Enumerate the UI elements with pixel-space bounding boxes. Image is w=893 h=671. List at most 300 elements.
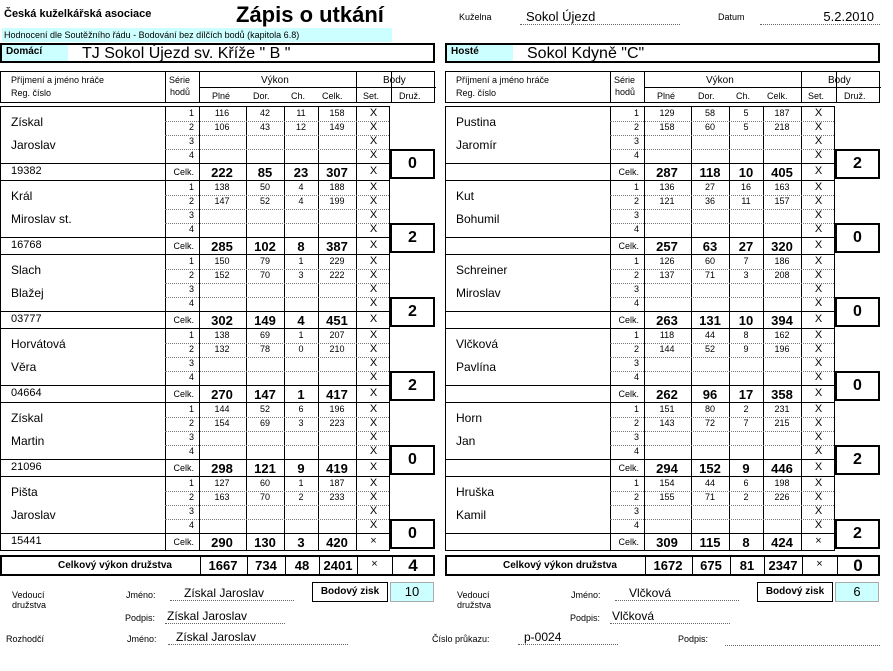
serie-value: 154	[659, 478, 675, 488]
player-total-value: 285	[211, 239, 233, 254]
serie-label: 4	[188, 520, 194, 530]
set-mark-celk: X	[369, 387, 378, 399]
player-total-value: 417	[326, 387, 348, 402]
serie-label-celk: Celk.	[173, 315, 194, 325]
serie-value: 0	[298, 344, 304, 354]
player-total-value: 309	[656, 535, 678, 550]
home-team-label: Domácí	[2, 45, 68, 61]
set-mark: X	[369, 343, 378, 355]
serie-value: 150	[214, 256, 230, 266]
serie-value: 154	[214, 418, 230, 428]
header-vline	[644, 72, 645, 102]
serie-value: 106	[214, 122, 230, 132]
set-mark-celk: X	[814, 165, 823, 177]
set-mark-celk: X	[369, 313, 378, 325]
player-firstname: Miroslav	[456, 286, 501, 300]
col-serie-header-2: hodů	[170, 87, 191, 97]
serie-label: 1	[633, 330, 639, 340]
team-total-set: ×	[816, 558, 823, 570]
player-total-value: 290	[211, 535, 233, 550]
serie-label: 2	[188, 492, 194, 502]
serie-value: 127	[214, 478, 230, 488]
serie-value: 196	[329, 404, 345, 414]
grid-vline	[199, 107, 200, 180]
serie-value: 233	[329, 492, 345, 502]
player-firstname: Jaromír	[456, 138, 497, 152]
player-total-value: 424	[771, 535, 793, 550]
set-mark: X	[369, 491, 378, 503]
serie-value: 69	[259, 330, 270, 340]
set-mark-celk: X	[814, 313, 823, 325]
set-mark: X	[814, 403, 823, 415]
col-name-header: Příjmení a jméno hráče	[456, 75, 550, 85]
grid-celk-line	[446, 163, 834, 164]
player-total-value: 10	[738, 165, 754, 180]
grid-hline	[165, 297, 389, 298]
header-vline	[356, 72, 357, 102]
serie-label: 3	[633, 210, 639, 220]
serie-value: 11	[741, 196, 751, 206]
serie-label: 3	[188, 506, 194, 516]
serie-value: 152	[214, 270, 230, 280]
serie-value: 136	[659, 182, 675, 192]
serie-value: 222	[329, 270, 345, 280]
home-player-points: 2	[390, 223, 435, 253]
set-mark-celk: X	[369, 461, 378, 473]
set-mark: X	[369, 255, 378, 267]
home-player-4	[0, 402, 390, 477]
player-total-value: 294	[656, 461, 678, 476]
leader-label: Vedoucí družstva	[457, 590, 492, 610]
org-name: Česká kuželkářská asociace	[4, 8, 152, 20]
col-plne-header: Plné	[212, 91, 231, 101]
set-mark: X	[814, 357, 823, 369]
serie-label: 3	[188, 432, 194, 442]
player-surname: Hruška	[456, 485, 495, 499]
serie-label: 3	[633, 432, 639, 442]
col-serie-header: Série	[169, 75, 191, 85]
leader-name: Získal Jaroslav	[170, 586, 294, 601]
set-mark-celk: X	[814, 461, 823, 473]
grid-vline	[199, 255, 200, 328]
serie-value: 1	[298, 330, 304, 340]
serie-label-celk: Celk.	[618, 537, 639, 547]
serie-value: 162	[774, 330, 790, 340]
team-total-value: 81	[739, 558, 755, 573]
player-total-value: 287	[656, 165, 678, 180]
serie-label-celk: Celk.	[618, 241, 639, 251]
player-total-value: 1	[297, 387, 305, 402]
grid-celk-line	[446, 237, 834, 238]
player-total-value: 131	[699, 313, 721, 328]
player-total-value: 451	[326, 313, 348, 328]
player-total-value: 307	[326, 165, 348, 180]
player-total-value: 298	[211, 461, 233, 476]
set-mark: X	[814, 519, 823, 531]
grid-celk-line	[446, 459, 834, 460]
col-vykon-header: Výkon	[706, 75, 734, 86]
serie-label: 4	[633, 446, 639, 456]
serie-value: 12	[295, 122, 306, 132]
player-total-value: 3	[297, 535, 305, 550]
col-dor-header: Dor.	[698, 91, 715, 101]
serie-value: 2	[743, 404, 749, 414]
serie-label: 1	[188, 256, 194, 266]
col-reg-header: Reg. číslo	[11, 88, 52, 98]
serie-label-celk: Celk.	[618, 315, 639, 325]
serie-value: 158	[659, 122, 675, 132]
away-player-points: 0	[835, 297, 880, 327]
team-total-label: Celkový výkon družstva	[503, 560, 617, 571]
col-serie-header-2: hodů	[615, 87, 636, 97]
player-total-value: 270	[211, 387, 233, 402]
player-firstname: Věra	[11, 360, 37, 374]
away-team-label: Hosté	[447, 45, 513, 61]
serie-value: 5	[743, 108, 749, 118]
serie-label: 3	[188, 210, 194, 220]
set-mark: X	[369, 477, 378, 489]
grid-hline	[165, 371, 389, 372]
serie-value: 143	[659, 418, 675, 428]
serie-value: 7	[743, 256, 749, 266]
serie-value: 70	[259, 270, 270, 280]
away-player-points: 0	[835, 371, 880, 401]
serie-label: 4	[188, 372, 194, 382]
card-number: p-0024	[518, 630, 618, 645]
set-mark: X	[369, 519, 378, 531]
set-mark-celk: ×	[370, 535, 377, 547]
serie-value: 2	[298, 492, 304, 502]
player-total-value: 118	[699, 165, 721, 180]
serie-label: 2	[633, 344, 639, 354]
grid-celk-line	[1, 237, 389, 238]
player-total-value: 387	[326, 239, 348, 254]
set-mark-celk: X	[814, 239, 823, 251]
referee-name-label: Jméno:	[127, 634, 157, 644]
player-surname: Slach	[11, 263, 42, 277]
serie-value: 16	[740, 182, 751, 192]
away-player-1	[445, 180, 835, 255]
serie-value: 79	[259, 256, 270, 266]
serie-label: 3	[633, 506, 639, 516]
away-player-3	[445, 328, 835, 403]
player-total-value: 149	[254, 313, 276, 328]
grid-hline	[610, 445, 834, 446]
leader-name: Vlčková	[615, 586, 739, 601]
team-total-value: 1667	[208, 558, 238, 573]
header-vline	[165, 72, 166, 102]
serie-label-celk: Celk.	[173, 463, 194, 473]
grid-vline	[199, 181, 200, 254]
player-total-value: 152	[699, 461, 721, 476]
serie-value: 207	[329, 330, 345, 340]
serie-label: 4	[188, 224, 194, 234]
player-total-value: 405	[771, 165, 793, 180]
player-surname: Král	[11, 189, 33, 203]
col-vykon-header: Výkon	[261, 75, 289, 86]
team-total-value: 1672	[653, 558, 683, 573]
serie-value: 4	[298, 182, 304, 192]
serie-value: 3	[298, 270, 304, 280]
set-mark: X	[369, 357, 378, 369]
player-firstname: Miroslav st.	[11, 212, 72, 226]
grid-hline	[610, 135, 834, 136]
team-total-value: 734	[255, 558, 277, 573]
serie-label-celk: Celk.	[173, 241, 194, 251]
home-name-bar	[0, 43, 435, 63]
set-mark-celk: X	[369, 239, 378, 251]
serie-label-celk: Celk.	[618, 389, 639, 399]
serie-label-celk: Celk.	[173, 389, 194, 399]
col-body-header: Body	[828, 75, 851, 86]
serie-value: 187	[329, 478, 345, 488]
set-mark-celk: X	[369, 165, 378, 177]
serie-value: 9	[743, 344, 749, 354]
serie-value: 151	[659, 404, 675, 414]
player-total-value: 4	[297, 313, 305, 328]
col-set-header: Set.	[363, 91, 380, 101]
serie-label: 2	[188, 344, 194, 354]
set-mark: X	[814, 297, 823, 309]
header-vline	[610, 72, 611, 102]
set-mark: X	[814, 255, 823, 267]
home-player-points: 0	[390, 149, 435, 179]
player-reg-number: 19382	[11, 165, 42, 177]
player-firstname: Blažej	[11, 286, 44, 300]
grid-hline	[165, 505, 389, 506]
serie-label: 1	[188, 330, 194, 340]
serie-value: 80	[704, 404, 715, 414]
home-total-bar	[0, 555, 435, 576]
grid-celk-line	[1, 311, 389, 312]
serie-label: 1	[633, 256, 639, 266]
player-total-value: 130	[254, 535, 276, 550]
away-total-bar	[445, 555, 880, 576]
serie-value: 44	[704, 330, 715, 340]
serie-value: 72	[704, 418, 715, 428]
grid-hline	[610, 371, 834, 372]
leader-signature: Vlčková	[610, 609, 730, 624]
grid-hline	[165, 223, 389, 224]
player-total-value: 263	[656, 313, 678, 328]
player-surname: Kut	[456, 189, 475, 203]
serie-value: 52	[259, 404, 270, 414]
set-mark: X	[814, 371, 823, 383]
grid-hline	[165, 209, 389, 210]
serie-value: 50	[259, 182, 270, 192]
home-player-points: 0	[390, 519, 435, 549]
player-surname: Pišta	[11, 485, 38, 499]
serie-value: 2	[743, 492, 749, 502]
grid-hline	[165, 149, 389, 150]
player-reg-number: 15441	[11, 535, 42, 547]
col-serie-header: Série	[614, 75, 636, 85]
away-name-bar	[445, 43, 880, 63]
home-player-points: 2	[390, 297, 435, 327]
serie-value: 215	[774, 418, 790, 428]
set-mark: X	[369, 209, 378, 221]
away-player-points: 2	[835, 149, 880, 179]
player-total-value: 320	[771, 239, 793, 254]
set-mark: X	[369, 135, 378, 147]
player-reg-number: 04664	[11, 387, 42, 399]
col-name-header: Příjmení a jméno hráče	[11, 75, 105, 85]
set-mark: X	[369, 417, 378, 429]
leader-signature: Získal Jaroslav	[165, 609, 285, 624]
player-total-value: 115	[699, 535, 721, 550]
home-player-points: 2	[390, 371, 435, 401]
serie-label: 2	[188, 270, 194, 280]
set-mark-celk: X	[814, 387, 823, 399]
grid-vline	[644, 255, 645, 328]
home-player-5	[0, 476, 390, 551]
serie-value: 36	[704, 196, 715, 206]
serie-value: 116	[214, 108, 230, 118]
set-mark: X	[814, 329, 823, 341]
player-total-value: 23	[293, 165, 309, 180]
serie-label: 2	[633, 270, 639, 280]
serie-value: 198	[774, 478, 790, 488]
grid-vline	[199, 477, 200, 550]
serie-value: 158	[329, 108, 345, 118]
grid-hline	[610, 519, 834, 520]
serie-value: 78	[259, 344, 270, 354]
grid-hline	[610, 283, 834, 284]
home-team-name: TJ Sokol Újezd sv. Kříže " B "	[82, 45, 291, 62]
serie-label: 4	[633, 520, 639, 530]
grid-hline	[165, 357, 389, 358]
leader-label: Vedoucí družstva	[12, 590, 47, 610]
serie-value: 138	[214, 330, 230, 340]
player-total-value: 358	[771, 387, 793, 402]
serie-label: 3	[188, 284, 194, 294]
grid-vline	[199, 403, 200, 476]
home-player-2	[0, 254, 390, 329]
serie-value: 43	[259, 122, 270, 132]
set-mark: X	[369, 107, 378, 119]
grid-celk-line	[446, 385, 834, 386]
col-set-header: Set.	[808, 91, 825, 101]
serie-label: 4	[188, 150, 194, 160]
serie-value: 27	[704, 182, 715, 192]
player-total-value: 9	[297, 461, 305, 476]
serie-value: 129	[659, 108, 675, 118]
set-mark: X	[814, 135, 823, 147]
player-total-value: 257	[656, 239, 678, 254]
home-player-3	[0, 328, 390, 403]
serie-value: 42	[259, 108, 270, 118]
serie-label: 2	[188, 418, 194, 428]
player-firstname: Pavlína	[456, 360, 497, 374]
serie-label-celk: Celk.	[173, 167, 194, 177]
grid-vline	[644, 107, 645, 180]
player-total-value: 302	[211, 313, 233, 328]
set-mark: X	[814, 491, 823, 503]
bodovy-zisk-label: Bodový zisk	[757, 582, 833, 602]
serie-label: 4	[633, 224, 639, 234]
grid-hline	[165, 445, 389, 446]
serie-label-celk: Celk.	[618, 167, 639, 177]
team-total-points: 0	[853, 556, 863, 575]
player-total-value: 446	[771, 461, 793, 476]
venue-label: Kuželna	[459, 12, 492, 22]
date-label: Datum	[718, 12, 745, 22]
referee-sign-label: Podpis:	[678, 634, 709, 644]
grid-hline	[610, 223, 834, 224]
set-mark: X	[814, 477, 823, 489]
venue-value: Sokol Újezd	[520, 9, 680, 25]
leader-name-label: Jméno:	[126, 590, 156, 600]
team-total-value: 2401	[323, 558, 353, 573]
player-surname: Pustina	[456, 115, 497, 129]
total-vline	[200, 557, 201, 574]
col-ch-header: Ch.	[736, 91, 751, 101]
col-plne-header: Plné	[657, 91, 676, 101]
grid-celk-line	[446, 533, 834, 534]
away-player-points: 2	[835, 445, 880, 475]
set-mark: X	[814, 417, 823, 429]
serie-value: 1	[298, 478, 304, 488]
serie-value: 71	[704, 492, 715, 502]
set-mark: X	[369, 283, 378, 295]
home-column-header	[0, 71, 435, 103]
set-mark: X	[369, 181, 378, 193]
set-mark: X	[814, 195, 823, 207]
serie-value: 223	[329, 418, 345, 428]
col-dor-header: Dor.	[253, 91, 270, 101]
header-divider	[199, 87, 436, 88]
serie-value: 44	[704, 478, 715, 488]
bodovy-zisk-value: 6	[835, 582, 879, 602]
serie-value: 126	[659, 256, 675, 266]
serie-value: 218	[774, 122, 790, 132]
serie-value: 60	[259, 478, 270, 488]
set-mark: X	[369, 269, 378, 281]
away-player-2	[445, 254, 835, 329]
serie-label: 2	[188, 196, 194, 206]
set-mark: X	[814, 505, 823, 517]
away-player-4	[445, 402, 835, 477]
away-column-header	[445, 71, 880, 103]
serie-value: 149	[329, 122, 345, 132]
serie-value: 70	[259, 492, 270, 502]
serie-label: 1	[633, 478, 639, 488]
away-player-points: 2	[835, 519, 880, 549]
set-mark: X	[814, 431, 823, 443]
serie-value: 229	[329, 256, 345, 266]
grid-vline	[644, 329, 645, 402]
total-vline	[645, 557, 646, 574]
serie-value: 6	[743, 478, 749, 488]
serie-label-celk: Celk.	[173, 537, 194, 547]
grid-hline	[165, 283, 389, 284]
serie-value: 118	[659, 330, 675, 340]
grid-hline	[610, 209, 834, 210]
player-total-value: 262	[656, 387, 678, 402]
player-total-value: 10	[738, 313, 754, 328]
col-body-header: Body	[383, 75, 406, 86]
col-druz-header: Druž.	[399, 91, 421, 101]
serie-value: 210	[329, 344, 345, 354]
set-mark: X	[369, 223, 378, 235]
serie-value: 163	[774, 182, 790, 192]
serie-label: 2	[633, 492, 639, 502]
serie-label: 1	[188, 182, 194, 192]
serie-value: 8	[743, 330, 749, 340]
player-reg-number: 21096	[11, 461, 42, 473]
serie-value: 199	[329, 196, 345, 206]
bodovy-zisk-value: 10	[390, 582, 434, 602]
